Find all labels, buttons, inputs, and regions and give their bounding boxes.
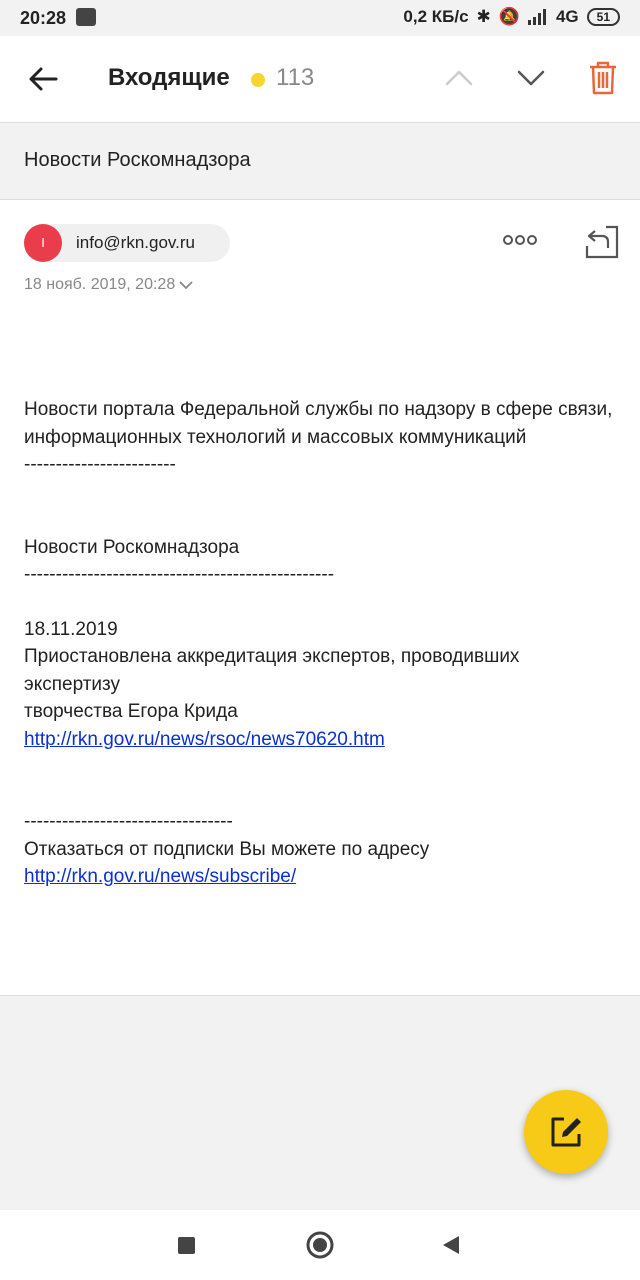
more-options-icon[interactable] — [502, 234, 538, 246]
separator-2: ------------------------------------------------- — [24, 564, 335, 585]
status-right — [403, 7, 620, 27]
trash-icon[interactable] — [588, 60, 618, 96]
signal-icon — [528, 9, 548, 25]
subject-bar — [0, 123, 640, 200]
bluetooth-icon: ✱ — [476, 7, 491, 26]
unread-dot-icon — [251, 73, 265, 87]
news-date: 18.11.2019 — [24, 618, 118, 640]
message-date-row[interactable] — [24, 276, 193, 294]
message-view — [0, 200, 640, 996]
network-speed: 0,2 КБ/с — [403, 7, 469, 26]
status-bar — [0, 0, 640, 36]
network-type: 4G — [555, 7, 579, 26]
news-link[interactable]: http://rkn.gov.ru/news/rsoc/news70620.htm — [24, 728, 385, 750]
recent-apps-icon[interactable] — [178, 1237, 195, 1254]
app-notification-icon — [76, 8, 96, 26]
next-message-icon[interactable] — [516, 66, 546, 90]
sender-email: info@rkn.gov.ru — [76, 233, 195, 252]
news-line-1: Приостановлена аккредитация экспертов, проводивших экспертизу — [24, 646, 520, 695]
separator-3: --------------------------------- — [24, 811, 233, 832]
system-nav-bar — [0, 1210, 640, 1280]
unread-count: 113 — [276, 64, 315, 91]
battery-indicator: 51 — [587, 8, 620, 26]
app-bar — [0, 36, 640, 123]
avatar: I — [24, 224, 62, 262]
message-date: 18 нояб. 2019, 20:28 — [24, 276, 176, 293]
mute-icon: 🔕 — [498, 7, 520, 26]
home-icon[interactable] — [306, 1231, 334, 1259]
separator-1: ------------------------ — [24, 454, 176, 475]
news-line-2: творчества Егора Крида — [24, 701, 238, 722]
intro-line-1: Новости портала Федеральной службы по надзору в сфере связи, — [24, 399, 613, 420]
compose-icon — [548, 1114, 584, 1150]
back-arrow-icon[interactable] — [26, 62, 60, 96]
reply-icon[interactable] — [584, 224, 620, 260]
chevron-down-icon — [179, 280, 193, 290]
status-time: 20:28 — [20, 8, 67, 28]
nav-back-icon[interactable] — [442, 1235, 460, 1255]
message-subject: Новости Роскомнадзора — [24, 149, 251, 171]
intro-line-2: информационных технологий и массовых коммуникаций — [24, 426, 527, 448]
message-body — [24, 396, 620, 891]
compose-button[interactable] — [524, 1090, 608, 1174]
section-title: Новости Роскомнадзора — [24, 536, 240, 558]
unsubscribe-text: Отказаться от подписки Вы можете по адресу — [24, 838, 430, 860]
sender-chip[interactable] — [24, 224, 230, 262]
folder-title: Входящие — [108, 64, 230, 91]
previous-message-icon[interactable] — [444, 66, 474, 90]
unsubscribe-link[interactable]: http://rkn.gov.ru/news/subscribe/ — [24, 866, 297, 887]
